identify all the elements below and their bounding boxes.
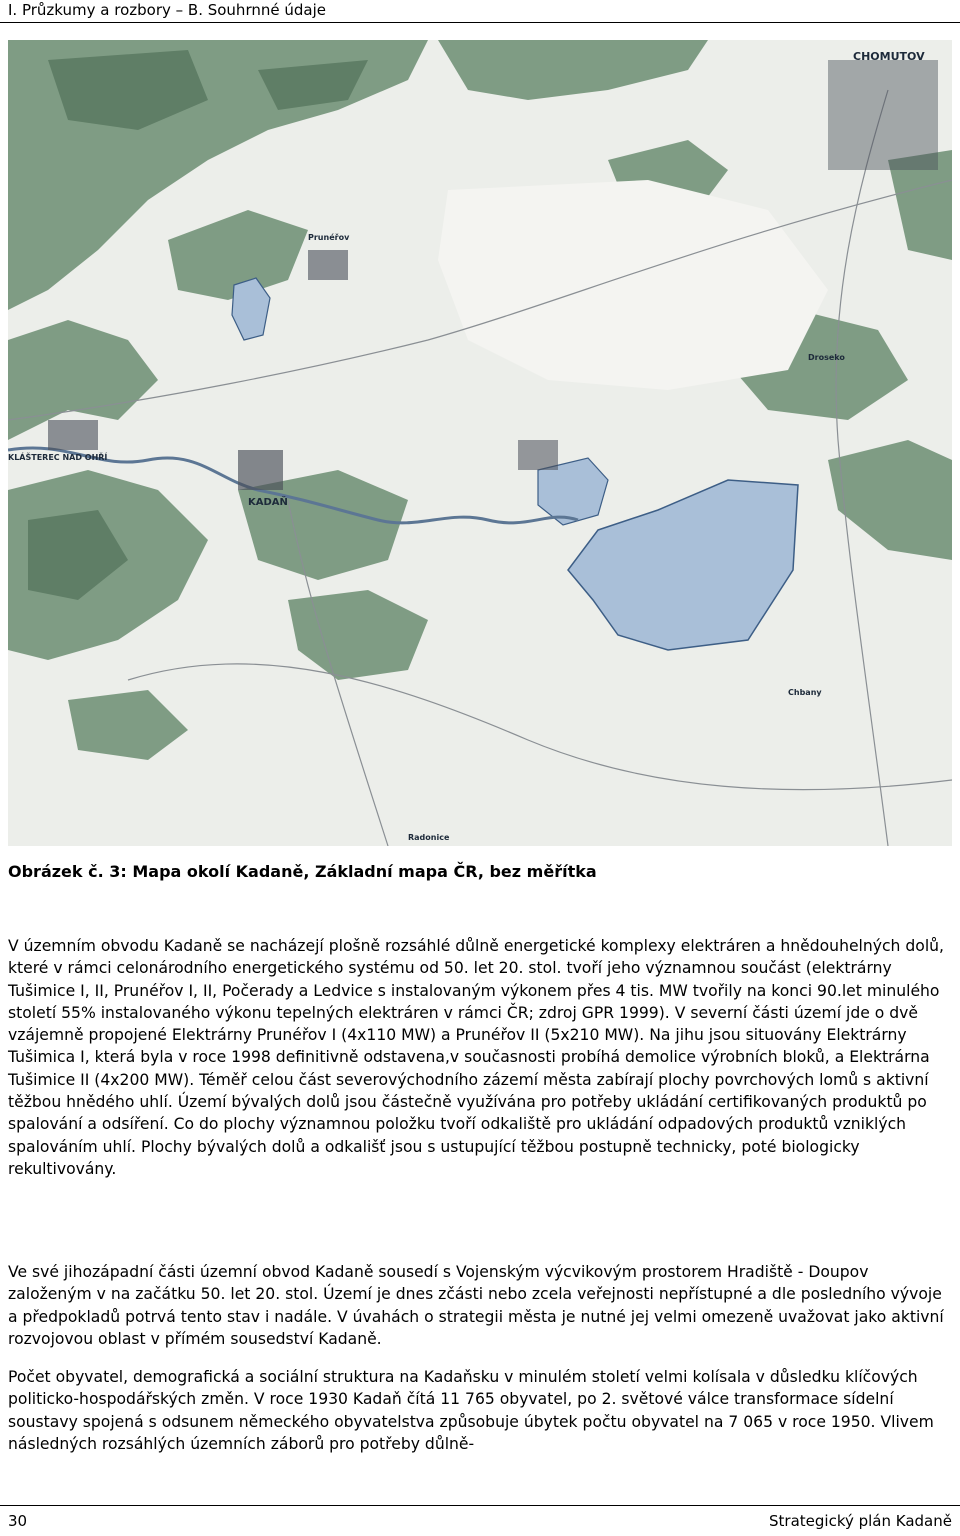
map-label-prunerov: Prunéřov (308, 233, 350, 242)
page-number: 30 (8, 1512, 28, 1530)
running-header: I. Průzkumy a rozbory – B. Souhrnné údaje (8, 1, 326, 19)
topographic-map (8, 40, 952, 846)
map-label-kadan: KADAŇ (248, 497, 288, 508)
header-rule (0, 22, 960, 23)
paragraph-energy-complexes: V územním obvodu Kadaně se nacházejí plošně rozsáhlé důlně energetické komplexy elektráren a hnědouhelných dolů, které v rámci celonárodního energetického systému od 50. let 20. stol. tvoří jeho významnou součást (elektrárny Tušimice I, II, Prunéřov I, II, Počerady a Ledvice s instalovaným výkonem přes 4 tis. MW tvořily na konci 90.let minulého století 55% instalovaného výkonu tepelných elektráren v rámci ČR; zdroj GPR 1999). V severní části území jde o dvě vzájemně propojené Elektrárny Prunéřov I (4x110 MW) a Prunéřov II (5x210 MW). Na jihu jsou situovány Elektrárny Tušimica I, která byla v roce 1998 definitivně odstavena,v současnosti probíhá demolice výrobních bloků, a Elektrárna Tušimice II (4x200 MW). Téměř celou část severovýchodního zázemí města zabírají plochy povrchových lomů s aktivní těžbou hnědého uhlí. Území bývalých dolů jsou částečně využívána pro potřeby ukládání certifikovaných produktů po spalování a odsíření. Co do plochy významnou položku tvoří odkaliště pro ukládání odpadových produktů vzniklých spalováním uhlí. Plochy bývalých dolů a odkališť jsou s ustupující těžbou postupně technicky, poté biologicky rekultivovány. (8, 937, 945, 1178)
map-label-chomutov: CHOMUTOV (853, 50, 925, 63)
map-label-chbany: Chbany (788, 688, 822, 697)
map-label-klasterec: KLÁŠTEREC NAD OHŘÍ (8, 453, 108, 462)
paragraph-population: Počet obyvatel, demografická a sociální struktura na Kadaňsku v minulém století velmi kolísala v důsledku klíčových politicko-hospodářských změn. V roce 1930 Kadaň čítá 11 765 obyvatel, po 2. světové válce transformace sídelní soustavy spojená s odsunem německého obyvatelstva způsobuje úbytek počtu obyvatel na 7 065 v roce 1950. Vlivem následných rozsáhlých územních záborů pro potřeby důlně- (8, 1368, 934, 1453)
figure-caption: Obrázek č. 3: Mapa okolí Kadaně, Základní mapa ČR, bez měřítka (8, 862, 597, 881)
map-graphic (8, 40, 952, 846)
map-label-droseko: Droseko (808, 353, 845, 362)
map-label-radonice: Radonice (408, 833, 450, 842)
paragraph-military-area: Ve své jihozápadní části územní obvod Kadaně sousedí s Vojenským výcvikovým prostorem Hradiště - Doupov založeným v na začátku 50. let 20. stol. Území je dnes zčásti nebo zcela veřejnosti nepřístupné a dle posledního vývoje a předpokladů potrvá tento stav i nadále. V úvahách o strategii města je nutné jej velmi omezeně uvažovat jako aktivní rozvojovou oblast v přímém sousedství Kadaně. (8, 1263, 944, 1348)
footer-title: Strategický plán Kadaně (769, 1512, 952, 1530)
footer-rule (0, 1505, 960, 1506)
